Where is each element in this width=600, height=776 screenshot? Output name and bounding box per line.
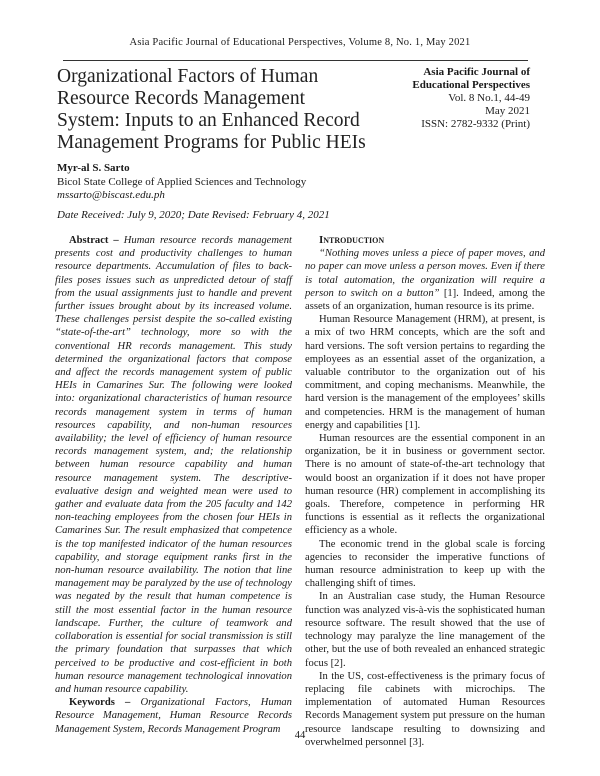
journal-volume: Vol. 8 No.1, 44-49 (448, 92, 530, 104)
abstract-text: Human resource records management presents cost and productivity challenges to human resource departments. Accumulation of files to back-files poses issues such as unpredicted detour of staff from the usual assignments just to handle and prevent further issues brought about by its increased volume. These challenges persist despite the so-called existing “state-of-the-art” technology, more so with the conventional HR records management. This study determined the organizational factors that compose and affect the records management system of public HEIs in Camarines Sur. The following were looked into: organizational characteristics of human resource records management system in terms of human resources capability, and non-human resources availability; the level of efficiency of human resource records management system, and; the relationship between human resource capability and human resource management system. The descriptive-evaluative design and weighted mean were used to gather and evaluate data from the 205 faculty and 142 non-teaching employees from the chosen four HEIs in Camarines Sur. The result emphasized that competence is the top manifested indicator of the human resources capability, and storage equipment ranks first in the non-human resource availability. The notion that line management may be paralyzed by the use of technology was negated by the result that human competence is still the most essential factor in the human resource landscape. Further, the culture of teamwork and collaboration is essential for social transmission is still the primary foundation that surpasses that which perceived to be productive and cost-efficient in both human resource management technological innovation and human resource capability. (55, 235, 292, 695)
journal-date: May 2021 (485, 105, 530, 117)
author-name: Myr-al S. Sarto (57, 162, 130, 174)
abstract-label: Abstract – (69, 235, 119, 246)
intro-paragraph: Human Resource Management (HRM), at present, is a mix of two HRM concepts, which are the soft and hard versions. The soft version pertains to regarding the employees as an essential asset of the organization, a valuable contributor to the organization out of his commitment, and coping mechanisms. Meanwhile, the hard version is the management of the employees’ skills and competencies. HRM is the management of human energy and capabilities [1]. (305, 314, 545, 431)
intro-paragraph: In an Australian case study, the Human Resource function was analyzed vis-à-vis the sophisticated human resource software. The result showed that the use of technology may paralyze the line management of the other, but the use of both revealed an enhanced strategic focus [2]. (305, 591, 545, 669)
paper-title: Organizational Factors of Human Resource Records Management System: Inputs to an Enhanced Record Management Programs for Public HEIs (57, 66, 366, 153)
running-head: Asia Pacific Journal of Educational Perspectives, Volume 8, No. 1, May 2021 (129, 37, 471, 48)
right-column (305, 234, 545, 749)
keywords-text: Organizational Factors, Human Resource Management, Human Resource Records Management System, Records Management Program (55, 697, 292, 735)
submission-dates: Date Received: July 9, 2020; Date Revised: February 4, 2021 (57, 209, 330, 221)
journal-name-line1: Asia Pacific Journal of (423, 66, 530, 78)
header-rule (63, 60, 528, 61)
page-number: 44 (294, 730, 306, 741)
left-column (55, 234, 292, 736)
journal-name-line2: Educational Perspectives (412, 79, 530, 91)
author-affiliation: Bicol State College of Applied Sciences and Technology (57, 175, 307, 188)
intro-paragraph: The economic trend in the global scale is forcing agencies to reconsider the imperative functions of human resource administration to keep up with the challenging shift of times. (305, 538, 545, 590)
intro-quote-tail: [1]. Indeed, among the assets of an organization, human resource is its prime. (305, 287, 545, 313)
intro-quote: “Nothing moves unless a piece of paper moves, and no paper can move unless a person moves. Even if there is total automation, the organization will require a person to switch on a button” (305, 248, 545, 299)
keywords-label: Keywords – (69, 697, 131, 709)
introduction-heading: Introduction (319, 234, 385, 246)
intro-paragraph-quote (305, 247, 545, 313)
journal-issn: ISSN: 2782-9332 (Print) (421, 118, 530, 130)
intro-paragraph: Human resources are the essential component in an organization, be it in business or government sector. There is no amount of state-of-the-art technology that would boost an organization if it does not have proper human resource (HR) complement in accomplishing its goals. Therefore, competence in performing HR functions is essential as it reflects the organizational efficiency as a whole. (305, 433, 545, 537)
author-block (57, 162, 306, 203)
abstract (55, 234, 292, 696)
intro-paragraph: In the US, cost-effectiveness is the primary focus of replacing file cabinets with microchips. The implementation of automated Human Resources Records Management system put pressure on the human resource landscape resulting to downsizing and overwhelmed personnel [3]. (305, 670, 545, 748)
journal-info (412, 66, 530, 131)
author-email[interactable]: mssarto@biscast.edu.ph (57, 189, 165, 201)
